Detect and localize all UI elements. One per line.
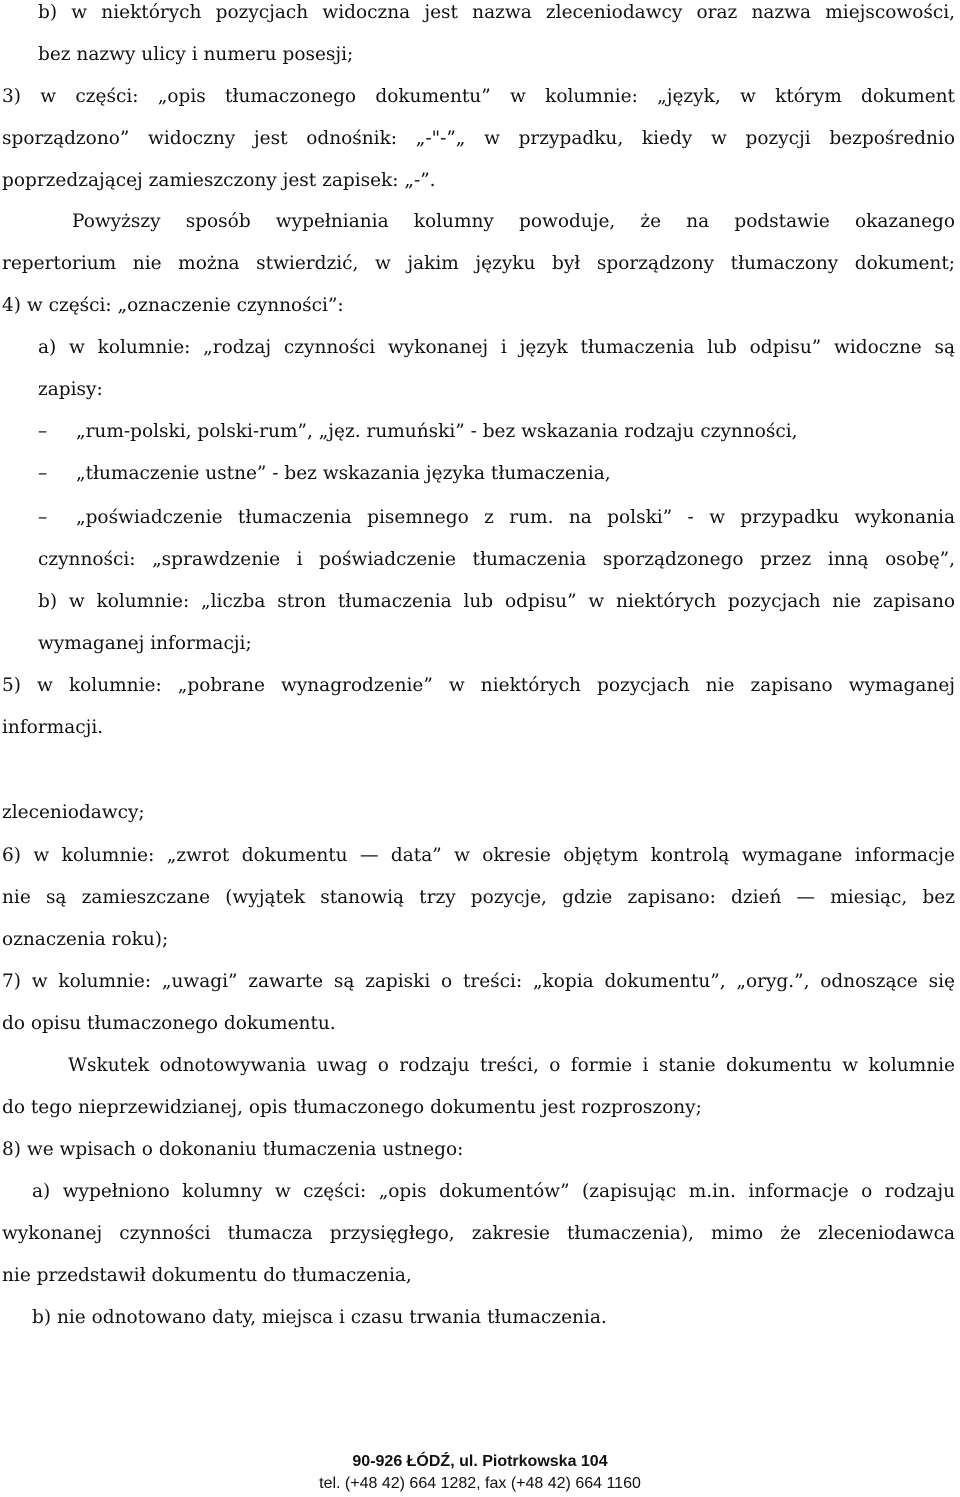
text-line: 5) w kolumnie: „pobrane wynagrodzenie” w niektórych pozycjach nie zapisano wymaganej <box>2 675 955 696</box>
text-line: bez nazwy ulicy i numeru posesji; <box>38 44 354 65</box>
list-item-text: „poświadczenie tłumaczenia pisemnego z rum. na polski” - w przypadku wykonania <box>76 507 955 528</box>
text-line: informacji. <box>2 717 104 738</box>
text-line: a) wypełniono kolumny w części: „opis dokumentów” (zapisując m.in. informacje o rodzaju <box>32 1181 955 1202</box>
text-line: do tego nieprzewidzianej, opis tłumaczonego dokumentu jest rozproszony; <box>2 1097 702 1118</box>
text-line: b) w kolumnie: „liczba stron tłumaczenia lub odpisu” w niektórych pozycjach nie zapisano <box>38 591 955 612</box>
text-line: nie przedstawił dokumentu do tłumaczenia, <box>2 1265 412 1286</box>
text-line: 8) we wpisach o dokonaniu tłumaczenia ustnego: <box>2 1139 464 1160</box>
text-line: poprzedzającej zamieszczony jest zapisek: „-”. <box>2 170 436 191</box>
text-line: b) w niektórych pozycjach widoczna jest nazwa zleceniodawcy oraz nazwa miejscowości, <box>38 2 955 23</box>
text-line: nie są zamieszczane (wyjątek stanowią trzy pozycje, gdzie zapisano: dzień — miesiąc, bez <box>2 887 955 908</box>
text-line: 3) w części: „opis tłumaczonego dokumentu” w kolumnie: „język, w którym dokument <box>2 86 955 107</box>
text-line: repertorium nie można stwierdzić, w jakim języku był sporządzony tłumaczony dokument; <box>2 253 955 274</box>
text-line: wykonanej czynności tłumacza przysięgłego, zakresie tłumaczenia), mimo że zleceniodawca <box>2 1223 955 1244</box>
list-item-text: „rum-polski, polski-rum”, „jęz. rumuński” - bez wskazania rodzaju czynności, <box>76 421 798 442</box>
text-line: a) w kolumnie: „rodzaj czynności wykonanej i język tłumaczenia lub odpisu” widoczne są <box>38 337 955 358</box>
list-dash: – <box>38 507 48 528</box>
text-line: Powyższy sposób wypełniania kolumny powoduje, że na podstawie okazanego <box>72 211 955 232</box>
text-line: oznaczenia roku); <box>2 929 169 950</box>
text-line: zleceniodawcy; <box>2 802 145 823</box>
text-line: wymaganej informacji; <box>38 633 252 654</box>
footer-contact: tel. (+48 42) 664 1282, fax (+48 42) 664 1160 <box>319 1475 641 1492</box>
text-line: 4) w części: „oznaczenie czynności”: <box>2 295 344 316</box>
text-line: b) nie odnotowano daty, miejsca i czasu trwania tłumaczenia. <box>32 1307 607 1328</box>
list-dash: – <box>38 463 48 484</box>
text-line: do opisu tłumaczonego dokumentu. <box>2 1013 336 1034</box>
text-line: 6) w kolumnie: „zwrot dokumentu — data” w okresie objętym kontrolą wymagane informacje <box>2 845 955 866</box>
text-line: Wskutek odnotowywania uwag o rodzaju treści, o formie i stanie dokumentu w kolumnie <box>68 1055 955 1076</box>
text-line: 7) w kolumnie: „uwagi” zawarte są zapiski o treści: „kopia dokumentu”, „oryg.”, odnoszące się <box>2 971 955 992</box>
text-line: czynności: „sprawdzenie i poświadczenie tłumaczenia sporządzonego przez inną osobę”, <box>38 549 955 570</box>
text-line: sporządzono” widoczny jest odnośnik: „-"-”„ w przypadku, kiedy w pozycji bezpośrednio <box>2 128 955 149</box>
list-item-text: „tłumaczenie ustne” - bez wskazania języka tłumaczenia, <box>76 463 611 484</box>
list-dash: – <box>38 421 48 442</box>
text-line: zapisy: <box>38 379 103 400</box>
footer-address: 90-926 ŁÓDŹ, ul. Piotrkowska 104 <box>352 1453 608 1470</box>
